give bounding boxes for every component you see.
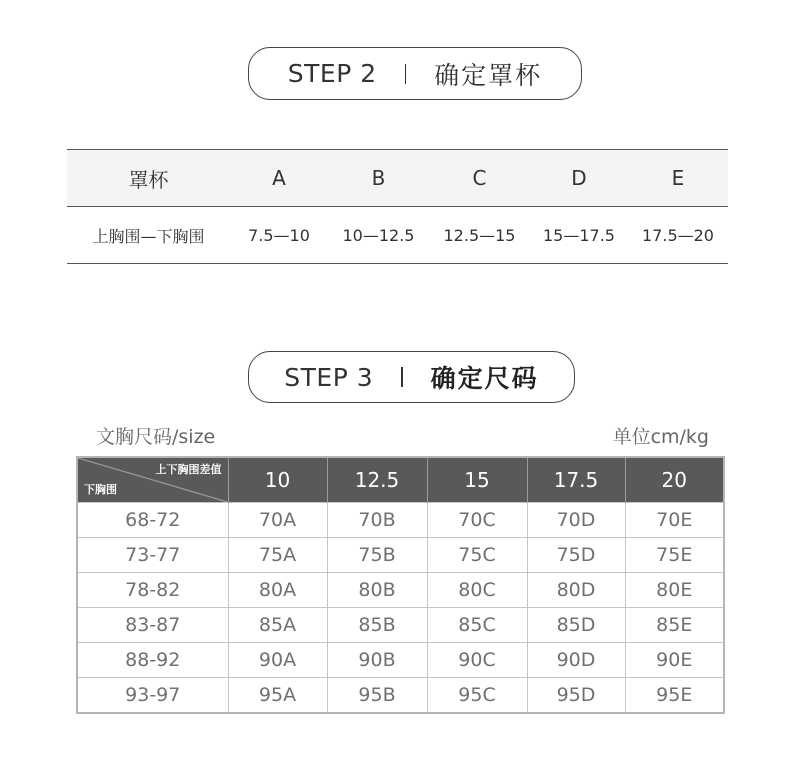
size-header-cell: 12.5 (327, 457, 427, 503)
size-cell: 95D (527, 678, 625, 714)
size-cell: 90D (527, 643, 625, 678)
size-table-row (77, 573, 724, 608)
size-cell: 80E (625, 573, 724, 608)
size-cell: 93-97 (77, 678, 228, 714)
size-table-row (77, 503, 724, 538)
size-cell: 80B (327, 573, 427, 608)
size-cell: 85B (327, 608, 427, 643)
size-cell: 90C (427, 643, 527, 678)
size-table (76, 456, 725, 714)
size-cell: 75D (527, 538, 625, 573)
size-cell: 70E (625, 503, 724, 538)
cup-row-cell: 上胸围—下胸围 (92, 226, 205, 246)
step3-divider (401, 367, 403, 387)
step3-banner (248, 351, 575, 403)
size-header-cell: 17.5 (527, 457, 625, 503)
size-cell: 88-92 (77, 643, 228, 678)
size-cell: 85D (527, 608, 625, 643)
step3-title: 确定尺码 (430, 364, 539, 393)
size-cell: 90B (327, 643, 427, 678)
size-cell: 70A (228, 503, 327, 538)
size-table-row (77, 678, 724, 714)
size-cell: 70C (427, 503, 527, 538)
step2-divider (405, 64, 407, 84)
cup-row-cell: 17.5—20 (642, 225, 714, 245)
size-cell: 95B (327, 678, 427, 714)
step2-banner (248, 47, 582, 100)
size-table-row (77, 538, 724, 573)
size-table-row (77, 643, 724, 678)
size-cell: 90E (625, 643, 724, 678)
size-cell: 85E (625, 608, 724, 643)
cup-header-cell: A (272, 166, 286, 190)
size-cell: 85C (427, 608, 527, 643)
size-cell: 80C (427, 573, 527, 608)
step3-label: STEP 3 (284, 362, 374, 392)
size-cell: 95E (625, 678, 724, 714)
cup-header-cell: C (472, 166, 487, 190)
size-label: 文胸尺码/size (96, 426, 216, 448)
step2-label: STEP 2 (287, 59, 377, 88)
cup-header-cell: E (671, 166, 685, 190)
size-cell: 68-72 (77, 503, 228, 538)
size-cell: 83-87 (77, 608, 228, 643)
size-cell: 75B (327, 538, 427, 573)
size-cell: 95A (228, 678, 327, 714)
size-cell: 85A (228, 608, 327, 643)
size-cell: 73-77 (77, 538, 228, 573)
size-table-corner (77, 457, 228, 503)
size-cell: 90A (228, 643, 327, 678)
cup-header-cell: B (371, 166, 386, 190)
size-table-row (77, 608, 724, 643)
cup-row-cell: 12.5—15 (443, 225, 516, 245)
cup-row-cell: 10—12.5 (342, 225, 415, 245)
cup-header-cell: D (571, 166, 587, 190)
cup-header-cell: 罩杯 (128, 167, 169, 192)
size-cell: 70D (527, 503, 625, 538)
size-cell: 80D (527, 573, 625, 608)
size-cell: 75A (228, 538, 327, 573)
cup-table (67, 149, 728, 264)
size-cell: 80A (228, 573, 327, 608)
corner-top-label: 上下胸围差值 (155, 463, 222, 476)
cup-table-header (67, 149, 728, 207)
size-cell: 70B (327, 503, 427, 538)
size-header-cell: 15 (427, 457, 527, 503)
size-header-cell: 20 (625, 457, 724, 503)
cup-table-row (67, 207, 728, 264)
size-header-cell: 10 (228, 457, 327, 503)
corner-bottom-label: 下胸围 (84, 483, 117, 496)
size-table-header (77, 457, 724, 503)
size-cell: 78-82 (77, 573, 228, 608)
size-cell: 75C (427, 538, 527, 573)
cup-row-cell: 7.5—10 (248, 225, 310, 245)
cup-row-cell: 15—17.5 (543, 225, 615, 245)
unit-label: 单位cm/kg (612, 426, 709, 448)
step2-title: 确定罩杯 (434, 60, 543, 90)
size-cell: 75E (625, 538, 724, 573)
size-cell: 95C (427, 678, 527, 714)
